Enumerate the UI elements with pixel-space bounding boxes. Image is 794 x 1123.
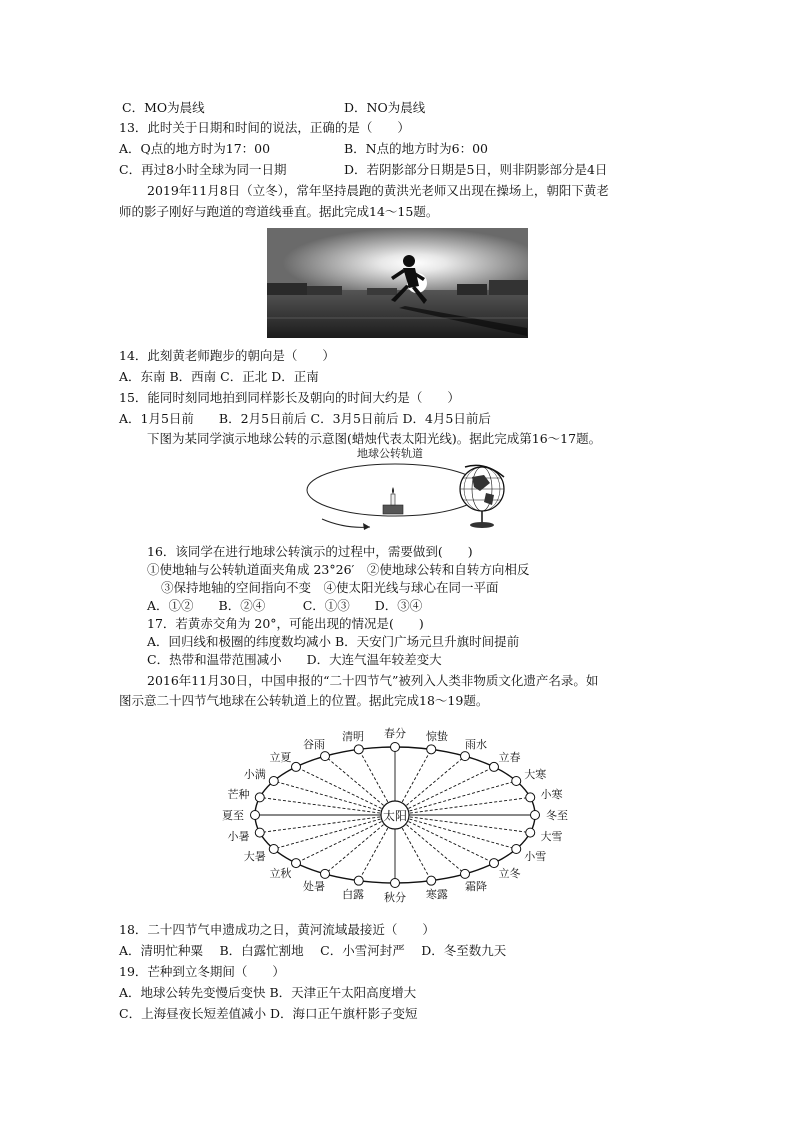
term-node-20 xyxy=(321,869,330,878)
term-label-7: 惊蛰 xyxy=(425,729,448,743)
spoke-13 xyxy=(395,815,530,833)
term-label-3: 立夏 xyxy=(269,751,292,765)
q18-stem: 18．二十四节气申遗成功之日，黄河流域最接近（ ） xyxy=(119,922,435,937)
spoke-23 xyxy=(260,815,395,833)
q16-item1: ①使地轴与公转轨道面夹角成 23°26′ ②使地球公转和自转方向相反 xyxy=(147,562,530,577)
spoke-10 xyxy=(395,781,516,815)
term-label-5: 清明 xyxy=(342,729,365,743)
term-label-1: 芒种 xyxy=(227,787,250,801)
term-node-5 xyxy=(354,745,363,754)
q18-options: A．清明忙种粟 B．白露忙割地 C．小雪河封严 D．冬至数九天 xyxy=(119,943,507,958)
candle-flame xyxy=(392,487,394,494)
orbit-figure xyxy=(300,447,520,547)
q19-line2: C．上海昼夜长短差值减小 D．海口正午旗杆影子变短 xyxy=(119,1006,418,1021)
term-label-0: 夏至 xyxy=(222,809,244,822)
term-node-9 xyxy=(489,762,498,771)
q17-stem: 17．若黄赤交角为 20°，可能出现的情况是( ) xyxy=(147,616,424,631)
spoke-22 xyxy=(274,815,395,849)
term-node-10 xyxy=(512,777,521,786)
term-node-1 xyxy=(255,793,264,802)
term-label-8: 雨水 xyxy=(465,737,487,751)
term-label-4: 谷雨 xyxy=(303,737,325,751)
q16-options: A．①② B．②④ C．①③ D．③④ xyxy=(147,598,423,613)
q13-option-d: D．若阴影部分日期是5日，则非阴影部分是4日 xyxy=(344,162,608,177)
term-label-19: 白露 xyxy=(342,888,365,902)
intro-14-line2: 师的影子刚好与跑道的弯道线垂直。据此完成14～15题。 xyxy=(119,204,439,219)
spoke-11 xyxy=(395,797,530,815)
term-label-21: 立秋 xyxy=(269,866,292,880)
term-node-17 xyxy=(427,876,436,885)
term-label-10: 大寒 xyxy=(524,768,547,781)
term-node-18 xyxy=(391,879,400,888)
term-label-12: 冬至 xyxy=(546,809,568,822)
runner-photo xyxy=(267,228,528,338)
intro-16-line1: 下图为某同学演示地球公转的示意图(蜡烛代表太阳光线)。据此完成第16～17题。 xyxy=(147,431,602,446)
term-node-16 xyxy=(461,869,470,878)
spoke-2 xyxy=(274,781,395,815)
q19-line1: A．地球公转先变慢后变快 B．天津正午太阳高度增大 xyxy=(119,985,417,1000)
orbit-label: 地球公转轨道 xyxy=(357,447,423,460)
q13-option-c: C．再过8小时全球为同一日期 xyxy=(119,162,287,177)
q13-stem: 13．此时关于日期和时间的说法，正确的是（ ） xyxy=(119,120,410,135)
term-node-0 xyxy=(251,811,260,820)
sun-label: 太阳 xyxy=(382,809,408,823)
term-node-2 xyxy=(269,777,278,786)
term-node-4 xyxy=(321,752,330,761)
term-node-22 xyxy=(269,845,278,854)
intro-18-line2: 图示意二十四节气地球在公转轨道上的位置。据此完成18～19题。 xyxy=(119,693,489,708)
candle xyxy=(391,494,395,505)
q14-stem: 14．此刻黄老师跑步的朝向是（ ） xyxy=(119,348,335,363)
runner-photo-drawing xyxy=(267,228,528,338)
q17-line2: C．热带和温带范围减小 D．大连气温年较差变大 xyxy=(147,652,442,667)
term-node-19 xyxy=(354,876,363,885)
spoke-14 xyxy=(395,815,516,849)
term-label-23: 小暑 xyxy=(227,830,250,844)
term-node-14 xyxy=(512,845,521,854)
term-label-16: 霜降 xyxy=(465,880,487,894)
term-label-22: 大暑 xyxy=(243,850,266,863)
q16-stem: 16．该同学在进行地球公转演示的过程中，需要做到( ) xyxy=(147,544,473,559)
q12-option-d: D．NO为晨线 xyxy=(344,100,426,115)
term-node-3 xyxy=(292,762,301,771)
term-label-15: 立冬 xyxy=(498,866,521,880)
term-node-15 xyxy=(489,859,498,868)
intro-14-line1: 2019年11月8日（立冬），常年坚持晨跑的黄洪光老师又出现在操场上，朝阳下黄老 xyxy=(147,183,609,198)
term-label-14: 小雪 xyxy=(524,850,547,863)
term-label-6: 春分 xyxy=(384,727,406,740)
term-node-23 xyxy=(255,828,264,837)
candle-base xyxy=(383,505,403,514)
term-node-7 xyxy=(427,745,436,754)
orbit-diagram xyxy=(300,447,520,547)
term-node-8 xyxy=(461,752,470,761)
term-node-12 xyxy=(531,811,540,820)
q19-stem: 19．芒种到立冬期间（ ） xyxy=(119,964,285,979)
solar-terms-diagram xyxy=(205,715,585,915)
q13-option-a: A．Q点的地方时为17：00 xyxy=(119,141,271,156)
q12-option-c: C．MO为晨线 xyxy=(122,100,205,115)
term-label-17: 寒露 xyxy=(425,888,448,902)
term-node-6 xyxy=(391,743,400,752)
q16-item2: ③保持地轴的空间指向不变 ④使太阳光线与球心在同一平面 xyxy=(161,580,499,595)
term-node-13 xyxy=(526,828,535,837)
term-label-2: 小满 xyxy=(243,768,266,781)
globe-icon xyxy=(460,465,504,528)
q17-line1: A．回归线和极圈的纬度数均减小 B．天安门广场元旦升旗时间提前 xyxy=(147,634,520,649)
intro-18-line1: 2016年11月30日，中国申报的“二十四节气”被列入人类非物质文化遗产名录。如 xyxy=(147,673,599,688)
solar-terms-figure xyxy=(205,715,585,915)
spoke-1 xyxy=(260,797,395,815)
term-label-9: 立春 xyxy=(498,751,521,765)
q13-option-b: B．N点的地方时为6：00 xyxy=(344,141,488,156)
q14-options: A．东南 B．西南 C．正北 D．正南 xyxy=(119,369,319,384)
q15-options: A．1月5日前 B．2月5日前后 C．3月5日前后 D．4月5日前后 xyxy=(119,411,491,426)
term-label-20: 处暑 xyxy=(303,880,325,894)
term-label-11: 小寒 xyxy=(540,787,563,801)
term-node-21 xyxy=(292,859,301,868)
term-label-18: 秋分 xyxy=(384,891,406,904)
orbit-arrow xyxy=(322,519,370,527)
q15-stem: 15．能同时刻同地拍到同样影长及朝向的时间大约是（ ） xyxy=(119,390,460,405)
term-node-11 xyxy=(526,793,535,802)
term-label-13: 大雪 xyxy=(540,830,563,844)
orbit-arrowhead xyxy=(363,523,370,530)
